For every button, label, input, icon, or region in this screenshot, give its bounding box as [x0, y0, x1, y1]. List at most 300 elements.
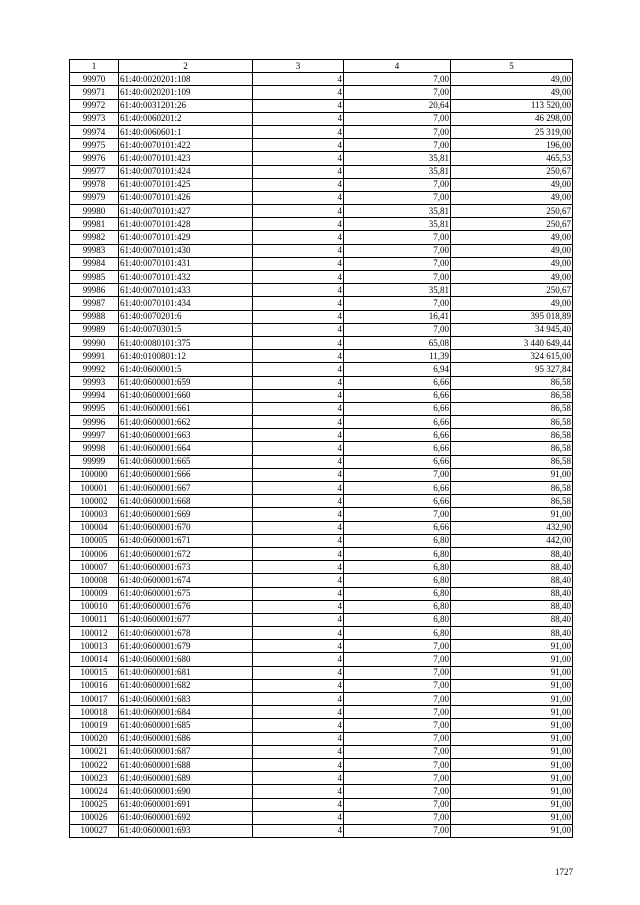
- table-cell: 4: [253, 284, 344, 297]
- table-cell: 7,00: [344, 706, 451, 719]
- table-cell: 7,00: [344, 178, 451, 191]
- table-cell: 91,00: [451, 772, 573, 785]
- table-cell: 324 615,00: [451, 350, 573, 363]
- table-cell: 91,00: [451, 732, 573, 745]
- table-cell: 99989: [70, 323, 119, 336]
- table-header-row: [70, 60, 573, 73]
- table-cell: 61:40:0600001:691: [119, 798, 253, 811]
- table-cell: 61:40:0600001:660: [119, 389, 253, 402]
- table-cell: 4: [253, 811, 344, 824]
- table-cell: 4: [253, 482, 344, 495]
- table-cell: 250,67: [451, 284, 573, 297]
- table-cell: 4: [253, 165, 344, 178]
- table-cell: 6,94: [344, 363, 451, 376]
- table-cell: 395 018,89: [451, 310, 573, 323]
- table-cell: 4: [253, 824, 344, 837]
- table-row: [70, 323, 573, 336]
- table-cell: 88,40: [451, 627, 573, 640]
- table-row: [70, 271, 573, 284]
- table-cell: 91,00: [451, 706, 573, 719]
- table-cell: 6,66: [344, 455, 451, 468]
- table-cell: 4: [253, 574, 344, 587]
- table-cell: 6,66: [344, 521, 451, 534]
- table-cell: 4: [253, 402, 344, 415]
- table-cell: 7,00: [344, 271, 451, 284]
- table-cell: 7,00: [344, 139, 451, 152]
- table-cell: 6,66: [344, 429, 451, 442]
- table-cell: 35,81: [344, 165, 451, 178]
- table-cell: 4: [253, 363, 344, 376]
- table-cell: 4: [253, 534, 344, 547]
- table-cell: 7,00: [344, 125, 451, 138]
- table-cell: 61:40:0600001:669: [119, 508, 253, 521]
- table-cell: 4: [253, 99, 344, 112]
- table-cell: 7,00: [344, 257, 451, 270]
- table-cell: 7,00: [344, 640, 451, 653]
- table-row: [70, 745, 573, 758]
- table-cell: 35,81: [344, 218, 451, 231]
- table-cell: 4: [253, 693, 344, 706]
- table-cell: 88,40: [451, 613, 573, 626]
- table-cell: 6,80: [344, 574, 451, 587]
- table-cell: 4: [253, 218, 344, 231]
- table-row: [70, 336, 573, 349]
- table-cell: 61:40:0031201:26: [119, 99, 253, 112]
- table-cell: 61:40:0600001:679: [119, 640, 253, 653]
- table-cell: 86,58: [451, 402, 573, 415]
- table-cell: 61:40:0070101:434: [119, 297, 253, 310]
- table-cell: 6,66: [344, 482, 451, 495]
- table-cell: 100014: [70, 653, 119, 666]
- table-cell: 250,67: [451, 165, 573, 178]
- table-cell: 91,00: [451, 693, 573, 706]
- table-cell: 6,66: [344, 416, 451, 429]
- table-cell: 91,00: [451, 811, 573, 824]
- table-cell: 4: [253, 112, 344, 125]
- table-cell: 61:40:0070301:5: [119, 323, 253, 336]
- table-cell: 100010: [70, 600, 119, 613]
- table-cell: 16,41: [344, 310, 451, 323]
- table-body: [70, 60, 573, 838]
- table-cell: 4: [253, 152, 344, 165]
- table-row: [70, 521, 573, 534]
- table-cell: 86,58: [451, 495, 573, 508]
- table-cell: 99972: [70, 99, 119, 112]
- table-cell: 61:40:0600001:667: [119, 482, 253, 495]
- table-cell: 61:40:0600001:673: [119, 561, 253, 574]
- table-cell: 99971: [70, 86, 119, 99]
- header-cell: 2: [119, 60, 253, 73]
- table-row: [70, 442, 573, 455]
- table-cell: 4: [253, 600, 344, 613]
- table-cell: 4: [253, 416, 344, 429]
- table-row: [70, 205, 573, 218]
- table-row: [70, 429, 573, 442]
- table-cell: 61:40:0600001:670: [119, 521, 253, 534]
- table-cell: 4: [253, 191, 344, 204]
- table-cell: 61:40:0600001:681: [119, 666, 253, 679]
- table-cell: 61:40:0600001:675: [119, 587, 253, 600]
- table-cell: 61:40:0600001:677: [119, 613, 253, 626]
- table-cell: 4: [253, 627, 344, 640]
- table-cell: 100026: [70, 811, 119, 824]
- table-row: [70, 482, 573, 495]
- table-cell: 99998: [70, 442, 119, 455]
- table-row: [70, 798, 573, 811]
- table-cell: 7,00: [344, 323, 451, 336]
- table-cell: 61:40:0600001:690: [119, 785, 253, 798]
- table-cell: 6,80: [344, 627, 451, 640]
- table-cell: 99992: [70, 363, 119, 376]
- table-cell: 99977: [70, 165, 119, 178]
- table-cell: 4: [253, 613, 344, 626]
- table-cell: 4: [253, 86, 344, 99]
- table-cell: 6,80: [344, 561, 451, 574]
- table-cell: 61:40:0060601:1: [119, 125, 253, 138]
- table-row: [70, 719, 573, 732]
- table-cell: 100024: [70, 785, 119, 798]
- table-cell: 61:40:0600001:5: [119, 363, 253, 376]
- table-cell: 100020: [70, 732, 119, 745]
- table-cell: 99987: [70, 297, 119, 310]
- data-table: [69, 59, 573, 838]
- table-row: [70, 811, 573, 824]
- table-row: [70, 402, 573, 415]
- table-cell: 7,00: [344, 508, 451, 521]
- table-cell: 86,58: [451, 455, 573, 468]
- table-cell: 4: [253, 679, 344, 692]
- table-row: [70, 732, 573, 745]
- table-cell: 100001: [70, 482, 119, 495]
- table-cell: 6,80: [344, 547, 451, 560]
- table-cell: 99986: [70, 284, 119, 297]
- table-cell: 61:40:0080101:375: [119, 336, 253, 349]
- table-row: [70, 86, 573, 99]
- table-cell: 250,67: [451, 218, 573, 231]
- table-cell: 4: [253, 139, 344, 152]
- table-cell: 4: [253, 271, 344, 284]
- table-cell: 7,00: [344, 244, 451, 257]
- table-cell: 99984: [70, 257, 119, 270]
- table-cell: 86,58: [451, 429, 573, 442]
- table-cell: 4: [253, 653, 344, 666]
- table-cell: 99995: [70, 402, 119, 415]
- table-cell: 4: [253, 442, 344, 455]
- table-cell: 61:40:0600001:688: [119, 758, 253, 771]
- table-cell: 4: [253, 73, 344, 86]
- table-cell: 442,00: [451, 534, 573, 547]
- table-cell: 91,00: [451, 719, 573, 732]
- table-row: [70, 350, 573, 363]
- table-cell: 61:40:0600001:672: [119, 547, 253, 560]
- table-cell: 99991: [70, 350, 119, 363]
- header-cell: 1: [70, 60, 119, 73]
- table-row: [70, 244, 573, 257]
- table-cell: 35,81: [344, 284, 451, 297]
- table-cell: 91,00: [451, 640, 573, 653]
- table-cell: 7,00: [344, 653, 451, 666]
- table-cell: 61:40:0600001:666: [119, 468, 253, 481]
- table-cell: 4: [253, 310, 344, 323]
- table-cell: 100002: [70, 495, 119, 508]
- table-cell: 7,00: [344, 112, 451, 125]
- table-cell: 100003: [70, 508, 119, 521]
- table-cell: 7,00: [344, 231, 451, 244]
- table-cell: 7,00: [344, 468, 451, 481]
- table-cell: 61:40:0070101:433: [119, 284, 253, 297]
- table-cell: 99981: [70, 218, 119, 231]
- table-row: [70, 785, 573, 798]
- table-cell: 4: [253, 706, 344, 719]
- table-cell: 6,80: [344, 534, 451, 547]
- table-cell: 99982: [70, 231, 119, 244]
- table-cell: 99997: [70, 429, 119, 442]
- table-cell: 61:40:0600001:683: [119, 693, 253, 706]
- table-cell: 4: [253, 468, 344, 481]
- table-cell: 100011: [70, 613, 119, 626]
- table-cell: 100004: [70, 521, 119, 534]
- table-cell: 4: [253, 429, 344, 442]
- table-cell: 61:40:0600001:687: [119, 745, 253, 758]
- table-row: [70, 561, 573, 574]
- table-row: [70, 574, 573, 587]
- table-row: [70, 284, 573, 297]
- table-cell: 7,00: [344, 785, 451, 798]
- table-cell: 4: [253, 244, 344, 257]
- table-row: [70, 706, 573, 719]
- table-cell: 99974: [70, 125, 119, 138]
- table-cell: 432,90: [451, 521, 573, 534]
- table-cell: 61:40:0600001:664: [119, 442, 253, 455]
- table-cell: 91,00: [451, 798, 573, 811]
- table-row: [70, 679, 573, 692]
- table-cell: 91,00: [451, 468, 573, 481]
- table-cell: 61:40:0600001:663: [119, 429, 253, 442]
- table-cell: 61:40:0070101:431: [119, 257, 253, 270]
- table-cell: 49,00: [451, 191, 573, 204]
- table-cell: 88,40: [451, 574, 573, 587]
- table-cell: 100017: [70, 693, 119, 706]
- table-cell: 100000: [70, 468, 119, 481]
- table-cell: 91,00: [451, 785, 573, 798]
- table-row: [70, 653, 573, 666]
- table-row: [70, 73, 573, 86]
- table-cell: 99999: [70, 455, 119, 468]
- table-cell: 88,40: [451, 547, 573, 560]
- table-cell: 65,08: [344, 336, 451, 349]
- header-cell: 3: [253, 60, 344, 73]
- table-cell: 6,66: [344, 442, 451, 455]
- table-cell: 4: [253, 205, 344, 218]
- table-cell: 7,00: [344, 679, 451, 692]
- table-cell: 99993: [70, 376, 119, 389]
- table-row: [70, 600, 573, 613]
- table-cell: 86,58: [451, 416, 573, 429]
- table-cell: 100025: [70, 798, 119, 811]
- table-cell: 100006: [70, 547, 119, 560]
- table-cell: 4: [253, 336, 344, 349]
- table-cell: 4: [253, 257, 344, 270]
- table-cell: 99970: [70, 73, 119, 86]
- table-row: [70, 758, 573, 771]
- table-row: [70, 178, 573, 191]
- table-cell: 6,66: [344, 495, 451, 508]
- table-cell: 86,58: [451, 482, 573, 495]
- table-cell: 46 298,00: [451, 112, 573, 125]
- table-cell: 61:40:0600001:686: [119, 732, 253, 745]
- table-cell: 100009: [70, 587, 119, 600]
- table-cell: 99973: [70, 112, 119, 125]
- table-cell: 61:40:0070201:6: [119, 310, 253, 323]
- table-cell: 100013: [70, 640, 119, 653]
- table-cell: 4: [253, 785, 344, 798]
- table-cell: 91,00: [451, 679, 573, 692]
- table-cell: 7,00: [344, 719, 451, 732]
- table-cell: 61:40:0600001:665: [119, 455, 253, 468]
- table-row: [70, 218, 573, 231]
- table-cell: 61:40:0060201:2: [119, 112, 253, 125]
- table-cell: 61:40:0600001:671: [119, 534, 253, 547]
- table-cell: 7,00: [344, 798, 451, 811]
- table-cell: 4: [253, 350, 344, 363]
- table-cell: 61:40:0600001:685: [119, 719, 253, 732]
- table-row: [70, 416, 573, 429]
- table-cell: 196,00: [451, 139, 573, 152]
- table-cell: 100021: [70, 745, 119, 758]
- table-cell: 4: [253, 587, 344, 600]
- table-cell: 34 945,40: [451, 323, 573, 336]
- table-cell: 91,00: [451, 758, 573, 771]
- table-cell: 4: [253, 495, 344, 508]
- table-cell: 99985: [70, 271, 119, 284]
- table-cell: 88,40: [451, 561, 573, 574]
- table-cell: 25 319,00: [451, 125, 573, 138]
- table-row: [70, 389, 573, 402]
- table-row: [70, 455, 573, 468]
- table-cell: 7,00: [344, 758, 451, 771]
- table-cell: 100027: [70, 824, 119, 837]
- table-cell: 7,00: [344, 732, 451, 745]
- table-cell: 61:40:0070101:424: [119, 165, 253, 178]
- table-cell: 100015: [70, 666, 119, 679]
- table-row: [70, 468, 573, 481]
- table-cell: 35,81: [344, 152, 451, 165]
- table-row: [70, 297, 573, 310]
- table-cell: 7,00: [344, 693, 451, 706]
- table-cell: 49,00: [451, 297, 573, 310]
- table-cell: 99983: [70, 244, 119, 257]
- table-cell: 4: [253, 732, 344, 745]
- table-row: [70, 613, 573, 626]
- table-row: [70, 112, 573, 125]
- table-cell: 7,00: [344, 86, 451, 99]
- table-row: [70, 587, 573, 600]
- table-cell: 99996: [70, 416, 119, 429]
- table-cell: 4: [253, 125, 344, 138]
- table-cell: 49,00: [451, 244, 573, 257]
- table-cell: 4: [253, 772, 344, 785]
- table-cell: 88,40: [451, 587, 573, 600]
- table-cell: 61:40:0600001:659: [119, 376, 253, 389]
- table-cell: 6,66: [344, 389, 451, 402]
- table-cell: 7,00: [344, 824, 451, 837]
- table-cell: 49,00: [451, 178, 573, 191]
- table-row: [70, 640, 573, 653]
- table-cell: 49,00: [451, 73, 573, 86]
- table-cell: 4: [253, 758, 344, 771]
- table-cell: 61:40:0600001:662: [119, 416, 253, 429]
- table-cell: 61:40:0600001:674: [119, 574, 253, 587]
- table-cell: 91,00: [451, 824, 573, 837]
- table-cell: 4: [253, 455, 344, 468]
- table-cell: 61:40:0070101:430: [119, 244, 253, 257]
- table-cell: 100007: [70, 561, 119, 574]
- table-cell: 6,66: [344, 376, 451, 389]
- table-cell: 4: [253, 508, 344, 521]
- table-cell: 49,00: [451, 271, 573, 284]
- table-cell: 61:40:0600001:668: [119, 495, 253, 508]
- table-cell: 61:40:0020201:108: [119, 73, 253, 86]
- table-cell: 91,00: [451, 666, 573, 679]
- table-cell: 11,39: [344, 350, 451, 363]
- table-cell: 99978: [70, 178, 119, 191]
- table-cell: 4: [253, 323, 344, 336]
- table-row: [70, 310, 573, 323]
- table-cell: 113 520,00: [451, 99, 573, 112]
- table-cell: 61:40:0600001:676: [119, 600, 253, 613]
- table-cell: 4: [253, 745, 344, 758]
- table-cell: 4: [253, 666, 344, 679]
- table-cell: 7,00: [344, 73, 451, 86]
- table-cell: 250,67: [451, 205, 573, 218]
- header-cell: 5: [451, 60, 573, 73]
- table-row: [70, 824, 573, 837]
- table-cell: 4: [253, 640, 344, 653]
- table-cell: 4: [253, 231, 344, 244]
- table-cell: 91,00: [451, 653, 573, 666]
- table-row: [70, 125, 573, 138]
- table-row: [70, 627, 573, 640]
- table-cell: 6,80: [344, 587, 451, 600]
- table-cell: 4: [253, 178, 344, 191]
- table-cell: 6,80: [344, 600, 451, 613]
- table-cell: 100005: [70, 534, 119, 547]
- table-cell: 61:40:0070101:426: [119, 191, 253, 204]
- table-cell: 86,58: [451, 389, 573, 402]
- table-row: [70, 152, 573, 165]
- table-cell: 95 327,84: [451, 363, 573, 376]
- table-cell: 99979: [70, 191, 119, 204]
- table-cell: 4: [253, 719, 344, 732]
- table-cell: 7,00: [344, 666, 451, 679]
- table-row: [70, 376, 573, 389]
- table-cell: 7,00: [344, 191, 451, 204]
- table-cell: 61:40:0600001:689: [119, 772, 253, 785]
- table-cell: 100022: [70, 758, 119, 771]
- table-cell: 4: [253, 547, 344, 560]
- table-row: [70, 547, 573, 560]
- table-cell: 7,00: [344, 811, 451, 824]
- table-cell: 6,80: [344, 613, 451, 626]
- table-cell: 49,00: [451, 231, 573, 244]
- table-cell: 4: [253, 376, 344, 389]
- table-row: [70, 666, 573, 679]
- table-cell: 99976: [70, 152, 119, 165]
- table-cell: 61:40:0600001:684: [119, 706, 253, 719]
- table-cell: 100018: [70, 706, 119, 719]
- table-cell: 61:40:0070101:423: [119, 152, 253, 165]
- table-cell: 100012: [70, 627, 119, 640]
